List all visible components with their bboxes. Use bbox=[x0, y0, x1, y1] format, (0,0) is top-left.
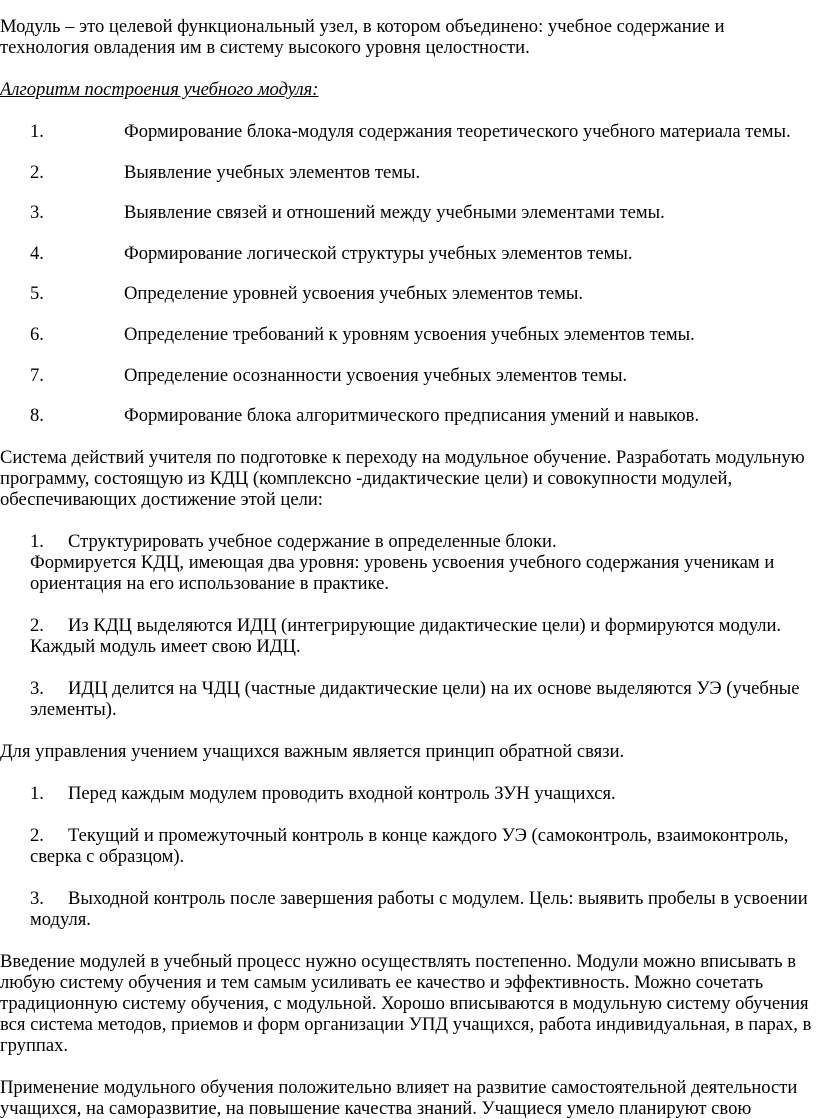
list-text: Определение требований к уровням усвоения учебных элементов темы. bbox=[124, 323, 695, 345]
list-item bbox=[0, 615, 816, 657]
list-number: 2. bbox=[30, 615, 44, 637]
list-number: 5. bbox=[30, 283, 44, 305]
list-text: Текущий и промежуточный контроль в конце каждого УЭ (самоконтроль, взаимоконтроль, сверка с образцом). bbox=[30, 825, 789, 868]
system-steps-list bbox=[0, 531, 816, 720]
list-item bbox=[0, 365, 816, 386]
modules-intro-paragraph: Введение модулей в учебный процесс нужно осуществлять постепенно. Модули можно вписывать в любую систему обучения и тем самым усиливать ее качество и эффективность. Можно сочетать традиционную систему обучения, с модульной. Хорошо вписываются в модульную систему обучения вся система методов, приемов и форм организации УПД учащихся, работа индивидуальная, в парах, в группах. bbox=[0, 951, 812, 1057]
feedback-steps-list bbox=[0, 783, 816, 930]
list-text: Выявление связей и отношений между учебными элементами темы. bbox=[124, 202, 665, 224]
list-item bbox=[0, 531, 816, 594]
list-text: Формирование блока алгоритмического предписания умений и навыков. bbox=[124, 405, 700, 427]
list-number: 8. bbox=[30, 405, 44, 427]
list-item bbox=[0, 783, 816, 804]
list-item bbox=[0, 121, 816, 142]
list-text: Определение осознанности усвоения учебных элементов темы. bbox=[124, 364, 628, 386]
list-text: ИДЦ делится на ЧДЦ (частные дидактические цели) на их основе выделяются УЭ (учебные элементы). bbox=[30, 678, 800, 721]
algorithm-list bbox=[0, 121, 816, 426]
list-text: Перед каждым модулем проводить входной контроль ЗУН учащихся. bbox=[68, 783, 616, 805]
list-item bbox=[0, 825, 816, 867]
document-page bbox=[0, 16, 816, 1119]
list-item bbox=[0, 202, 816, 223]
algorithm-title: Алгоритм построения учебного модуля: bbox=[0, 79, 319, 100]
list-item bbox=[0, 405, 816, 426]
list-number: 2. bbox=[30, 825, 44, 847]
list-number: 3. bbox=[30, 678, 44, 700]
list-text-extra: Формируется КДЦ, имеющая два уровня: уровень усвоения учебного содержания ученикам и ориентация на его использование в практике. bbox=[30, 552, 775, 595]
list-number: 4. bbox=[30, 242, 44, 264]
list-item bbox=[0, 283, 816, 304]
list-number: 7. bbox=[30, 364, 44, 386]
list-number: 6. bbox=[30, 323, 44, 345]
list-number: 3. bbox=[30, 202, 44, 224]
list-item bbox=[0, 243, 816, 264]
list-text: Выявление учебных элементов темы. bbox=[124, 161, 421, 183]
intro-paragraph: Модуль – это целевой функциональный узел, в котором объединено: учебное содержание и технология овладения им в систему высокого уровня целостности. bbox=[0, 16, 725, 58]
list-number: 2. bbox=[30, 161, 44, 183]
list-text: Выходной контроль после завершения работы с модулем. Цель: выявить пробелы в усвоении модуля. bbox=[30, 888, 808, 931]
system-paragraph: Система действий учителя по подготовке к переходу на модульное обучение. Разработать модульную программу, состоящую из КДЦ (комплексно -дидактические цели) и совокупности модулей, обеспечивающих достижение этой цели: bbox=[0, 447, 805, 511]
list-text: Определение уровней усвоения учебных элементов темы. bbox=[124, 283, 584, 305]
list-number: 1. bbox=[30, 531, 44, 553]
list-text: Структурировать учебное содержание в определенные блоки. bbox=[68, 531, 557, 553]
list-number: 3. bbox=[30, 888, 44, 910]
final-paragraph: Применение модульного обучения положительно влияет на развитие самостоятельной деятельности учащихся, на саморазвитие, на повышение качества знаний. Учащиеся умело планируют свою bbox=[0, 1077, 798, 1119]
list-number: 1. bbox=[30, 121, 44, 142]
list-text: Формирование блока-модуля содержания теоретического учебного материала темы. bbox=[124, 121, 791, 142]
list-item bbox=[0, 324, 816, 345]
feedback-paragraph: Для управления учением учащихся важным является принцип обратной связи. bbox=[0, 741, 625, 763]
list-item bbox=[0, 888, 816, 930]
list-text: Из КДЦ выделяются ИДЦ (интегрирующие дидактические цели) и формируются модули. Каждый модуль имеет свою ИДЦ. bbox=[30, 615, 782, 658]
list-number: 1. bbox=[30, 783, 44, 805]
list-item bbox=[0, 162, 816, 183]
list-item bbox=[0, 678, 816, 720]
list-text: Формирование логической структуры учебных элементов темы. bbox=[124, 242, 633, 264]
